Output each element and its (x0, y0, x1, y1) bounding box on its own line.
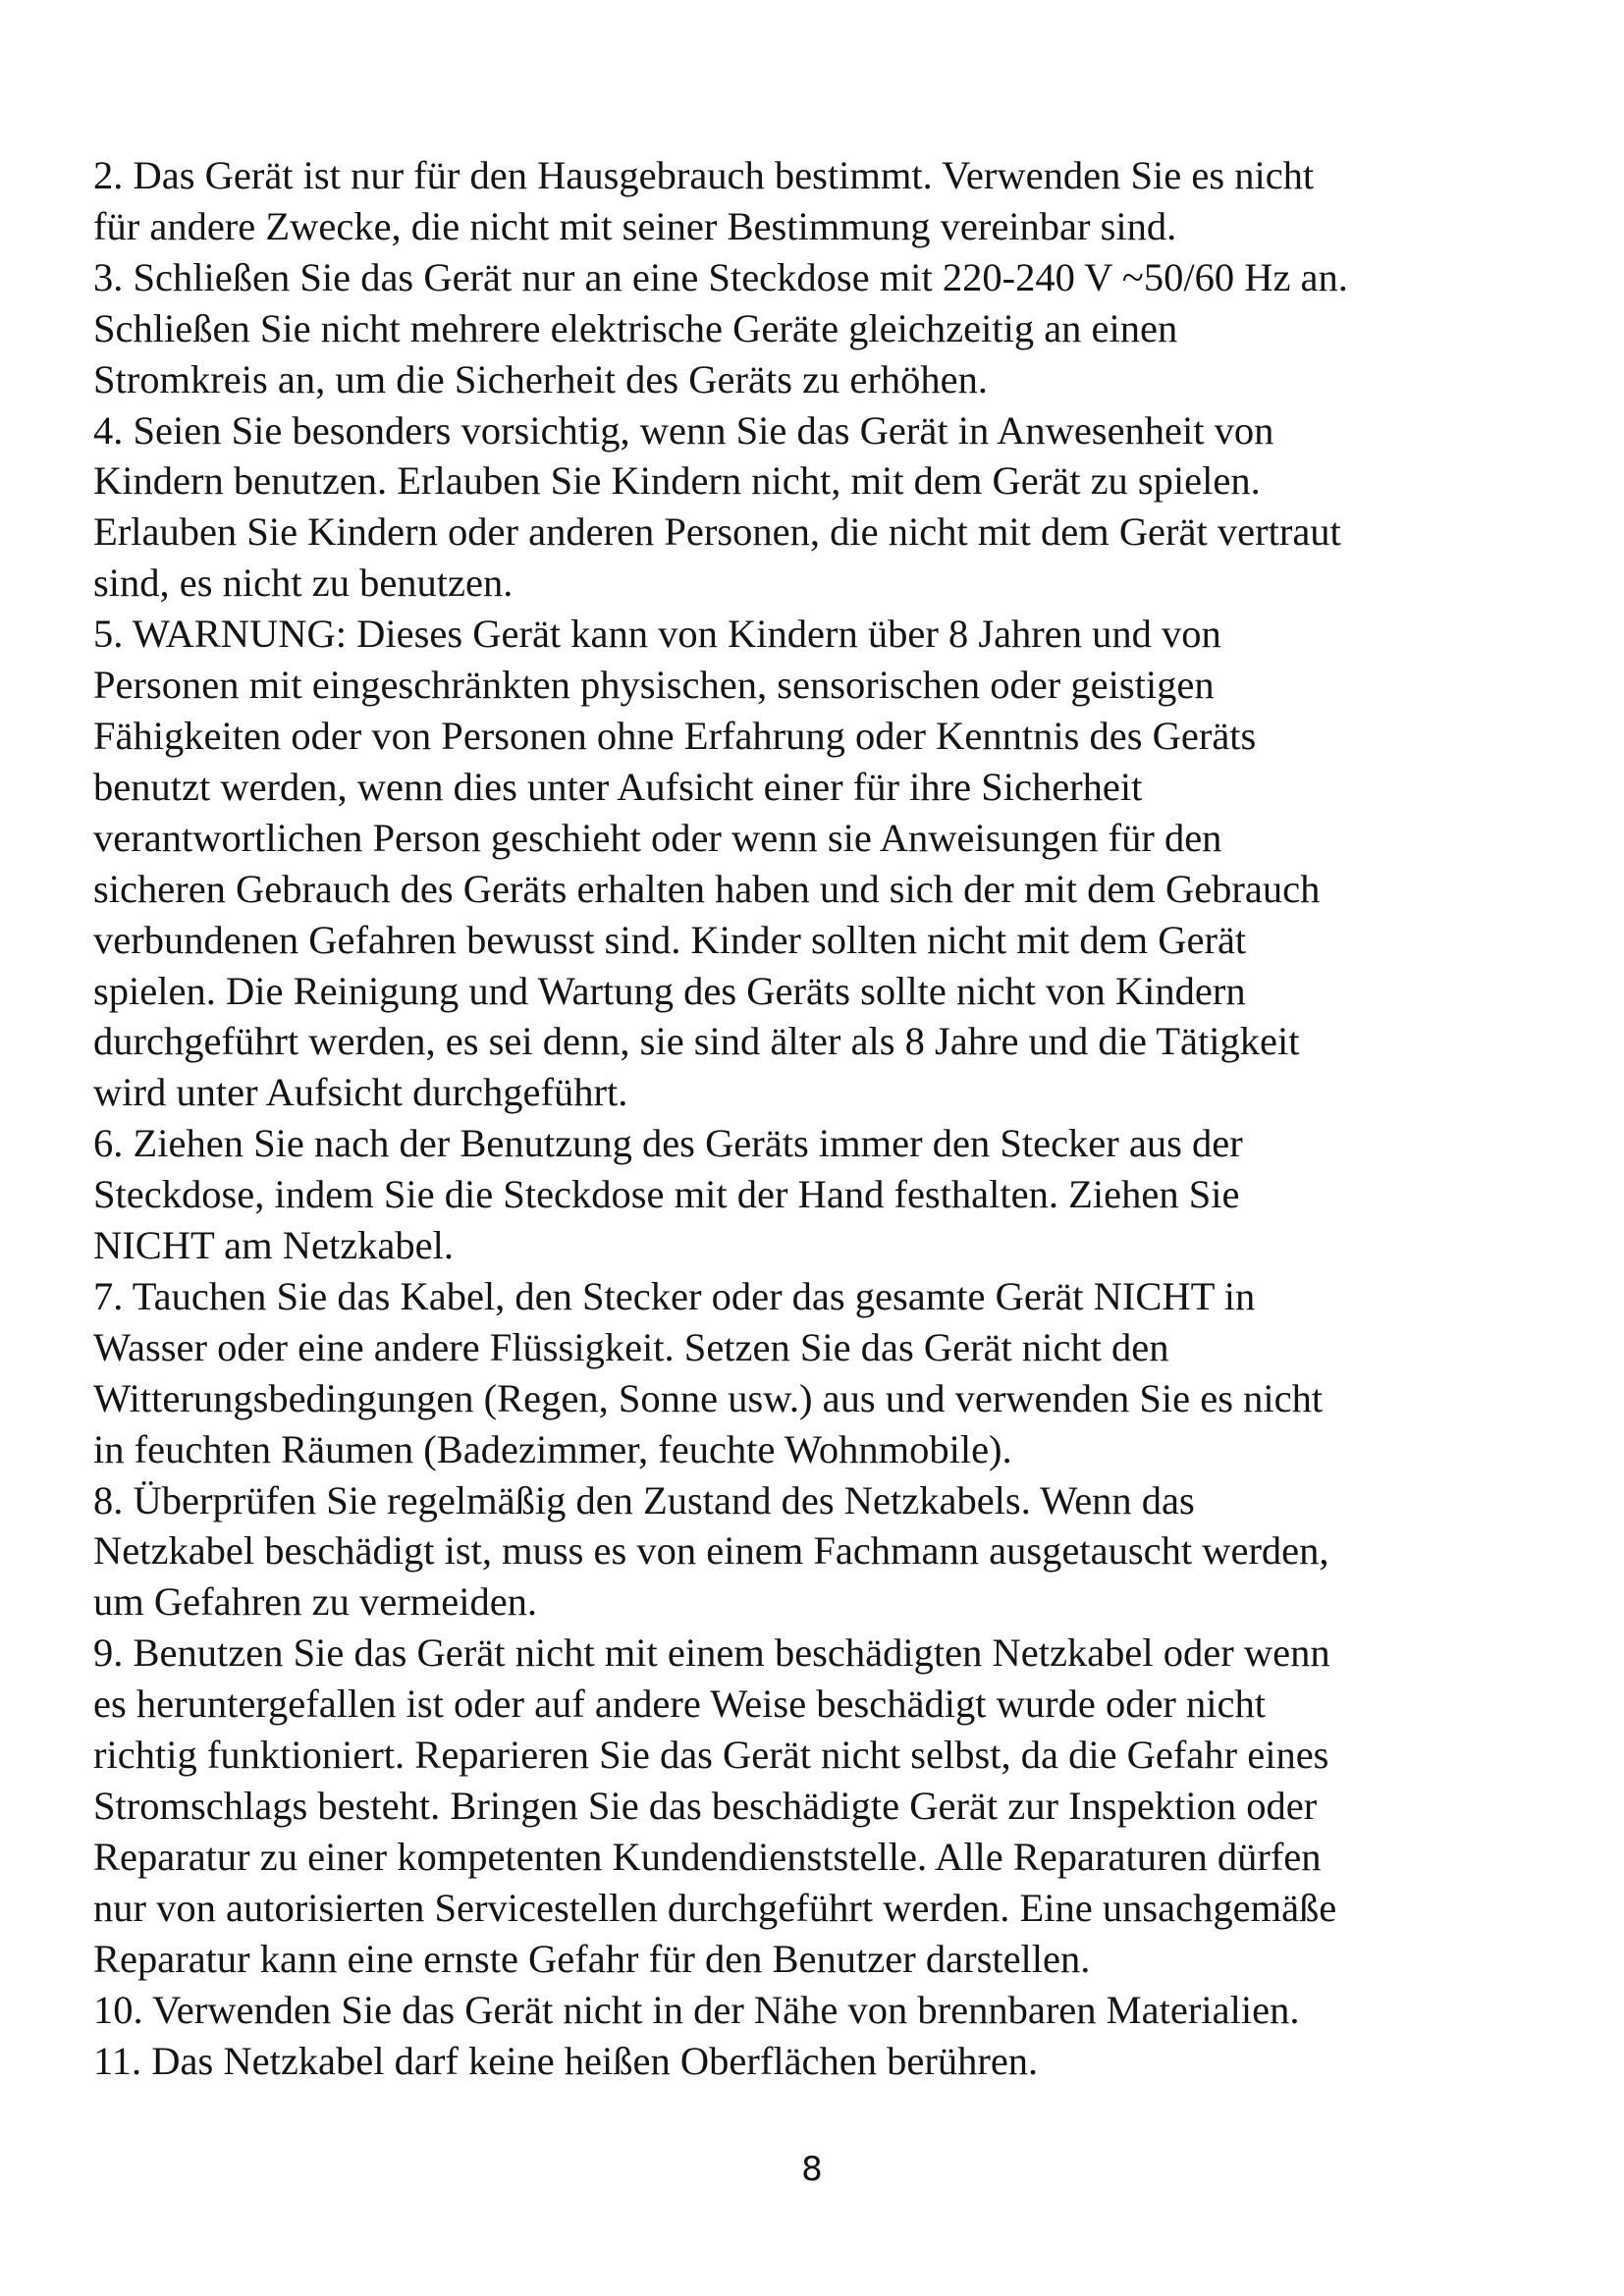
instruction-item-6: 6. Ziehen Sie nach der Benutzung des Geräts immer den Stecker aus der Steckdose, indem Sie die Steckdose mit der Hand festhalten. Ziehen Sie NICHT am Netzkabel. (93, 1121, 1243, 1268)
instruction-item-9: 9. Benutzen Sie das Gerät nicht mit einem beschädigten Netzkabel oder wenn es heruntergefallen ist oder auf andere Weise beschädigt wurde oder nicht richtig funktioniert. Reparieren Sie das Gerät nicht selbst, da die Gefahr eines Stromschlags besteht. Bringen Sie das beschädigte Gerät zur Inspektion oder Reparatur zu einer kompetenten Kundendienststelle. Alle Reparaturen dürfen nur von autorisierten Servicestellen durchgeführt werden. Eine unsachgemäße Reparatur kann eine ernste Gefahr für den Benutzer darstellen. (93, 1630, 1337, 1981)
safety-instructions-list (93, 150, 1537, 2086)
instruction-item-10: 10. Verwenden Sie das Gerät nicht in der Nähe von brennbaren Materialien. (93, 1987, 1300, 2032)
page-number: 8 (801, 2150, 823, 2189)
instruction-item-3: 3. Schließen Sie das Gerät nur an eine Steckdose mit 220-240 V ~50/60 Hz an. Schließen Sie nicht mehrere elektrische Geräte gleichzeitig an einen Stromkreis an, um die Sicherheit des Geräts zu erhöhen. (93, 254, 1348, 401)
instruction-item-7: 7. Tauchen Sie das Kabel, den Stecker oder das gesamte Gerät NICHT in Wasser oder eine andere Flüssigkeit. Setzen Sie das Gerät nicht den Witterungsbedingungen (Regen, Sonne usw.) aus und verwenden Sie es nicht in feuchten Räumen (Badezimmer, feuchte Wohnmobile). (93, 1273, 1324, 1471)
instruction-item-4: 4. Seien Sie besonders vorsichtig, wenn Sie das Gerät in Anwesenheit von Kindern benutzen. Erlauben Sie Kindern nicht, mit dem Gerät zu spielen. Erlauben Sie Kindern oder anderen Personen, die nicht mit dem Gerät vertraut sind, es nicht zu benutzen. (93, 407, 1341, 606)
instruction-item-11: 11. Das Netzkabel darf keine heißen Oberflächen berühren. (93, 2038, 1039, 2083)
instruction-item-2: 2. Das Gerät ist nur für den Hausgebrauch bestimmt. Verwenden Sie es nicht für andere Zwecke, die nicht mit seiner Bestimmung vereinbar sind. (93, 153, 1315, 248)
instruction-item-8: 8. Überprüfen Sie regelmäßig den Zustand des Netzkabels. Wenn das Netzkabel beschädigt ist, muss es von einem Fachmann ausgetauscht werden, um Gefahren zu vermeiden. (93, 1477, 1329, 1625)
instruction-item-5: 5. WARNUNG: Dieses Gerät kann von Kindern über 8 Jahren und von Personen mit eingeschränkten physischen, sensorischen oder geistigen Fähigkeiten oder von Personen ohne Erfahrung oder Kenntnis des Geräts benutzt werden, wenn dies unter Aufsicht einer für ihre Sicherheit verantwortlichen Person geschieht oder wenn sie Anweisungen für den sicheren Gebrauch des Geräts erhalten haben und sich der mit dem Gebrauch verbundenen Gefahren bewusst sind. Kinder sollten nicht mit dem Gerät spielen. Die Reinigung und Wartung des Geräts sollte nicht von Kindern durchgeführt werden, es sei denn, sie sind älter als 8 Jahre und die Tätigkeit wird unter Aufsicht durchgeführt. (93, 612, 1321, 1115)
